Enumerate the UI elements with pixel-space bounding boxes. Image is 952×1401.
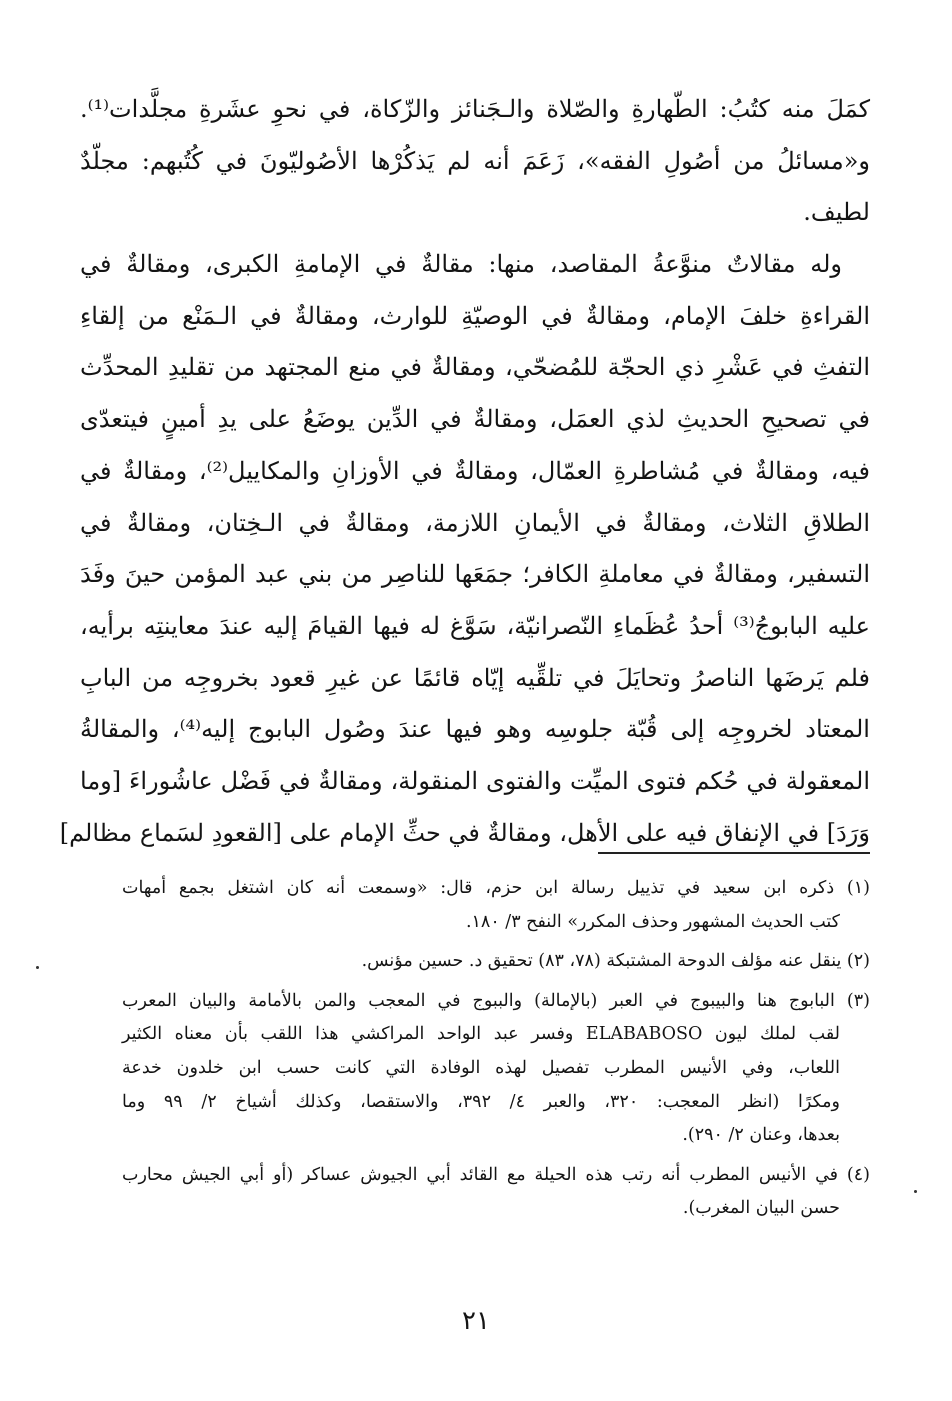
main-text-line: فلم يَرضَها الناصرُ وتحايَلَ في تلقِّيه إيّاه قائمًا عن غيرِ قعود بخروجِه من البابِ	[80, 663, 870, 692]
page-number: ٢١	[462, 1306, 490, 1336]
main-text-line: وله مقالاتٌ منوَّعةُ المقاصد، منها: مقالةٌ في الإمامةِ الكبرى، ومقالةٌ في	[80, 250, 843, 279]
footnote-line: (١) ذكره ابن سعيد في تذييل رسالة ابن حزم، قال: «وسمعت أنه كان اشتغل بجمع أمهات	[122, 878, 870, 898]
main-text-line: في تصحيحِ الحديثِ لذي العمَل، ومقالةٌ في الدِّين يوضَعُ على يدِ أمينٍ فيتعدّى	[80, 405, 870, 434]
main-text-line: الطلاقِ الثلاث، ومقالةٌ في الأيمانِ اللازمة، ومقالةٌ في الـخِتان، ومقالةٌ في	[80, 508, 870, 537]
main-text-line: المعقولة في حُكم فتوى الميِّت والفتوى المنقولة، ومقالةٌ في فَضْل عاشُوراءَ [وما	[80, 766, 870, 795]
main-text-line: المعتاد لخروجِه إلى قُبّة جلوسِه وهو فيها عندَ وصُول البابوج إليه⁽⁴⁾، والمقالةُ	[80, 715, 870, 744]
footnote-line: بعدها، وعنان ٢/ ٢٩٠).	[682, 1125, 840, 1146]
footnotes-section	[122, 872, 870, 1232]
footnote-line: (٢) ينقل عنه مؤلف الدوحة المشتبكة (٧٨، ٨٣) تحقيق د. حسين مؤنس.	[361, 951, 870, 972]
main-text-line: كمَلَ منه كتُبُ: الطّهارةِ والصّلاة والـجَنائز والزّكاة، في نحوِ عشَرةِ مجلَّدات⁽¹⁾.	[80, 95, 870, 123]
main-text-line: التفثِ في عَشْرِ ذي الحجّة للمُضحّي، ومقالةٌ في منع المجتهد من تقليدِ المحدِّث	[80, 353, 870, 382]
footnote-line: كتب الحديث المشهور وحذف المكرر» النفح ٣/ ١٨٠.	[465, 911, 840, 932]
footnote-line: ومكرًا (انظر المعجب: ٣٢٠، والعبر ٤/ ٣٩٢، والاستقصا، وكذلك أشياخ ٢/ ٩٩ وما	[122, 1091, 840, 1112]
main-text-line: فيه، ومقالةٌ في مُشاطرةِ العمّال، ومقالةٌ في الأوزانِ والمكاييل⁽²⁾، ومقالةٌ في	[80, 456, 871, 485]
footnote-line: اللعاب، وفي الأنيس المطرب تفصيل لهذه الوفادة التي كانت حسب ابن خلدون خدعة	[122, 1057, 840, 1078]
footnote-line: لقب لملك ليون ELABABOSO وفسر عبد الواحد المراكشي هذا اللقب بأن معناه الكثير	[122, 1024, 841, 1045]
scan-speck	[36, 966, 39, 969]
footnote-line: حسن البيان المغرب).	[682, 1198, 840, 1219]
footnote-line: (٣) البابوج هنا والبيبوج في العبر (بالإمالة) والببوج في المعجب والمن بالأمامة والبيان المعرب	[122, 990, 870, 1011]
footnote-2	[122, 945, 870, 979]
footnote-3	[122, 985, 870, 1153]
scan-speck	[914, 1190, 917, 1193]
footnote-4	[122, 1159, 870, 1226]
footnote-1	[122, 872, 870, 939]
main-text-line: التسفير، ومقالةٌ في معاملةِ الكافر؛ جمَعَها للناصِر من بني عبد المؤمن حينَ وفَدَ	[80, 560, 870, 589]
main-text-line: و«مسائلُ من أصُولِ الفقه»، زَعَمَ أنه لم يَذكُرْها الأصُوليّونَ في كُتُبهم: مجلّدٌ	[80, 146, 870, 175]
main-text-line: القراءةِ خلفَ الإمام، ومقالةٌ في الوصيّةِ للوارث، ومقالةٌ في الـمَنْع من إلقاءِ	[80, 301, 870, 330]
main-text-line: وَرَدَ] في الإنفاق فيه على الأهل، ومقالةٌ في حثِّ الإمام على [القعودِ لسَماع مظالم]	[59, 818, 870, 847]
footnote-divider	[598, 852, 870, 854]
footnote-line: (٤) في الأنيس المطرب أنه رتب هذه الحيلة مع القائد أبي الجيوش عساكر (أو أبي الجيش محارب	[122, 1164, 870, 1185]
main-text-line: عليه البابوجُ⁽³⁾ أحدُ عُظَماءِ النّصرانيّة، سَوَّغ له فيها القيامَ إليه عندَ معاينتِه برأيه،	[80, 611, 870, 640]
main-text-body	[59, 84, 871, 859]
main-text-line: لطيف.	[803, 198, 870, 227]
